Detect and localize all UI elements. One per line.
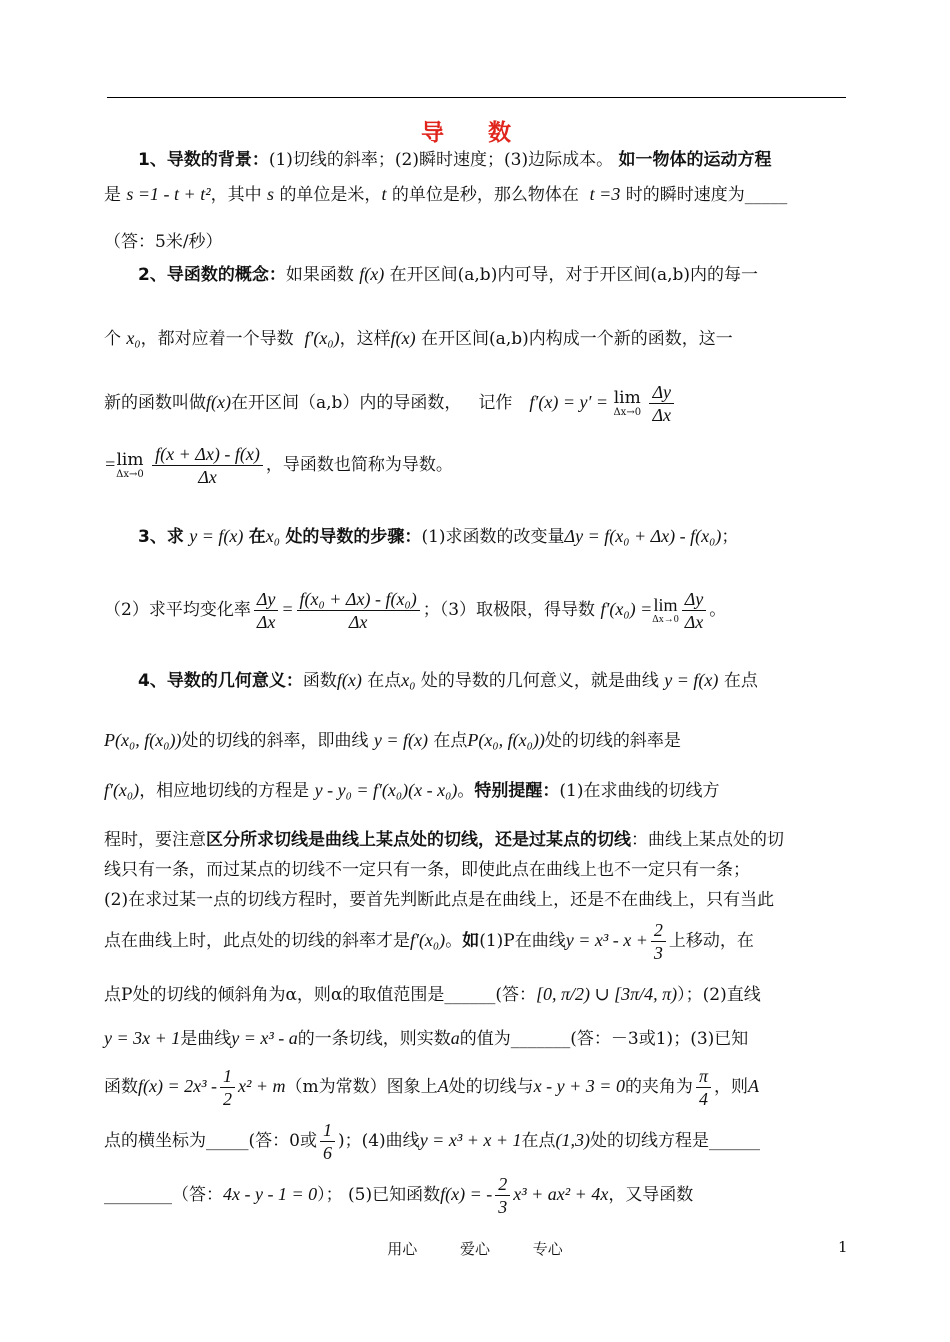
- fraction-dy-dx: $\frac{\Delta y}{\Delta x}$: [649, 381, 674, 426]
- s2-heading: 2、导函数的概念：: [138, 265, 286, 285]
- s1-answer: （答：5米/秒）: [104, 232, 223, 252]
- s4-line9: y = 3x + 1是曲线y = x³ - a的一条切线，则实数a的值为_______(答：－3或1)；(3)已知: [104, 1028, 749, 1049]
- s1-text: (1)切线的斜率；(2)瞬时速度；(3)边际成本。: [268, 150, 614, 170]
- s2-line2: 个 x₀，都对应着一个导数 f′(x₀)，这样f(x) 在开区间(a,b)内构成一个新的函数，这一: [104, 328, 733, 349]
- tangent-equation: y - y₀ = f′(x₀)(x - x₀): [314, 780, 458, 800]
- s4-line4: 程时，要注意区分所求切线是曲线上某点处的切线，还是过某点的切线：曲线上某点处的切: [104, 830, 784, 850]
- page-number: 1: [838, 1238, 848, 1256]
- s3-heading: 处的导数的步骤：: [285, 527, 422, 547]
- s4-line11: 点的横坐标为_____(答：0或 $\frac{1}{6}$ )；(4)曲线y = x³ + x + 1在点(1,3)处的切线方程是______: [104, 1120, 760, 1163]
- two-thirds-b: $\frac{2}{3}$: [495, 1173, 510, 1218]
- header-rule: [107, 97, 846, 98]
- limit-2: lim Δx→0: [116, 449, 144, 480]
- s1-line1: [104, 148, 849, 172]
- delta-y: Δy = f(x₀ + Δx) - f(x₀): [564, 526, 722, 546]
- avg-rate-fraction: $\frac{\Delta y}{\Delta x}$: [254, 588, 279, 633]
- s1-line2: 是 s =1 - t + t²，其中 s 的单位是米，t 的单位是秒，那么物体在 t =3 时的瞬时速度为_____: [104, 184, 788, 205]
- s3-line1: 3、求 y = f(x) 在x₀ 处的导数的步骤：(1)求函数的改变量Δy = f(x₀ + Δx) - f(x₀)；: [138, 526, 739, 547]
- page-title: 导 数: [420, 120, 529, 146]
- avg-rate-quotient: $\frac{\text{f(x₀ + Δx) - f(x₀)}}{\Delta x}$: [297, 588, 420, 633]
- s4-line7: 点在曲线上时，此点处的切线的斜率才是f′(x₀)。如(1)P在曲线y = x³ - x + $\frac{2}{3}$ 上移动，在: [104, 920, 754, 963]
- s4-line12: ________（答：4x - y - 1 = 0）； (5)已知函数f(x) = - $\frac{2}{3}$ x³ + ax² + 4x，又导函数: [104, 1174, 694, 1217]
- limit-1: lim Δx→0: [613, 387, 642, 418]
- one-sixth: $\frac{1}{6}$: [320, 1119, 335, 1164]
- motion-equation: s =1 - t + t²: [126, 184, 211, 204]
- s4-line3: f′(x₀)，相应地切线的方程是 y - y₀ = f′(x₀)(x - x₀)。特别提醒：(1)在求曲线的切线方: [104, 780, 720, 801]
- pi-over-4: $\frac{\pi}{4}$: [696, 1065, 711, 1110]
- s4-heading: 4、导数的几何意义：: [138, 671, 303, 691]
- s3-line2: （2）求平均变化率 $\frac{\Delta y}{\Delta x}$ = $\frac{\text{f(x₀ + Δx) - f(x₀)}}{\Delta x}$ ；（3）取极限，得导数 f′(x₀) = lim Δx→0 $\frac{\Delta y}{\Delta x}$ 。: [104, 589, 727, 632]
- s4-line8: 点P处的切线的倾斜角为α，则α的取值范围是______(答：[0, π/2) ∪ [3π/4, π)）；(2)直线: [104, 984, 761, 1005]
- s2-line1: 2、导函数的概念：如果函数 f(x) 在开区间(a,b)内可导，对于开区间(a,b)内的每一: [138, 264, 759, 285]
- one-half: $\frac{1}{2}$: [220, 1065, 235, 1110]
- s4-line5: 线只有一条，而过某点的切线不一定只有一条，即使此点在曲线上也不一定只有一条；: [104, 860, 750, 880]
- angle-range: [0, π/2) ∪ [3π/4, π): [536, 984, 678, 1004]
- s1-heading: 1、导数的背景：: [138, 150, 269, 170]
- difference-quotient: $\frac{f(x + \Delta x) - f(x)}{\Delta x}$: [152, 443, 263, 488]
- limit-3: lim Δx→0: [652, 594, 679, 625]
- footer-motto: 用心 爱心 专心: [387, 1240, 563, 1258]
- s4-line2: P(x₀, f(x₀))处的切线的斜率，即曲线 y = f(x) 在点P(x₀, f(x₀))处的切线的斜率是: [104, 730, 681, 751]
- s2-line3: 新的函数叫做f(x)在开区间（a,b）内的导函数， 记作 f′(x) = y′ = lim Δx→0 $\frac{\Delta y}{\Delta x}$: [104, 378, 849, 427]
- s4-line6: (2)在求过某一点的切线方程时，要首先判断此点是在曲线上，还是不在曲线上，只有当此: [104, 890, 775, 910]
- s1-example: 如一物体的运动方程: [618, 150, 772, 170]
- two-thirds: $\frac{2}{3}$: [651, 919, 666, 964]
- derivative-def: f′(x) = y′ =: [529, 392, 609, 412]
- s4-line1: 4、导数的几何意义：函数f(x) 在点x₀ 处的导数的几何意义，就是曲线 y = f(x) 在点: [138, 670, 758, 691]
- s4-line10: 函数f(x) = 2x³ - $\frac{1}{2}$ x² + m（m为常数）图象上A处的切线与x - y + 3 = 0的夹角为 $\frac{\pi}{4}$ ，则A: [104, 1066, 759, 1109]
- s2-line4: = lim Δx→0 $\frac{f(x + \Delta x) - f(x)}{\Delta x}$ ，导函数也简称为导数。: [104, 444, 453, 487]
- limit-fraction: $\frac{\Delta y}{\Delta x}$: [682, 588, 707, 633]
